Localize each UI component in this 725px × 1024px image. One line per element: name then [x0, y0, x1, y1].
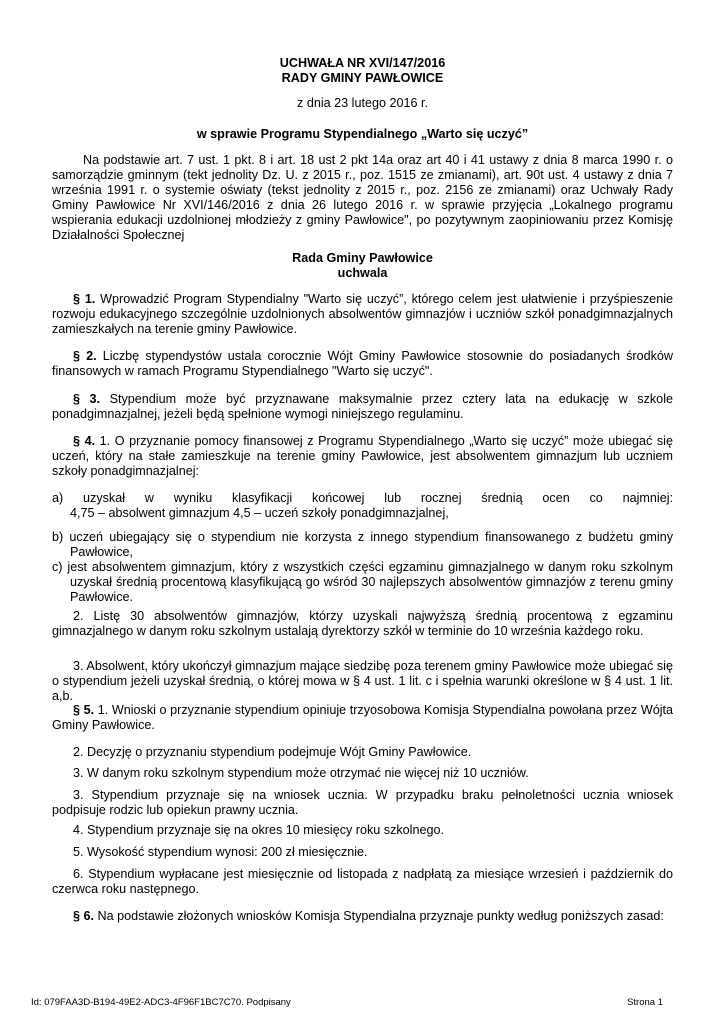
council-heading: [52, 251, 673, 281]
section-1-label: § 1.: [73, 292, 96, 306]
section-2: [52, 349, 673, 379]
section-5-paragraph-6: 5. Wysokość stypendium wynosi: 200 zł miesięcznie.: [73, 845, 368, 859]
section-1-text: Wprowadzić Program Stypendialny "Warto się uczyć”, którego celem jest ułatwienie i przyśpieszenie rozwoju edukacyjnego szczególnie uzdolnionych absolwentów gimnazjów i uczniów szkół ponadgimnazjalnych zamieszkałych na terenie gminy Pawłowice.: [52, 292, 673, 336]
section-5-label: § 5.: [73, 703, 95, 717]
item-c-line1: jest absolwentem gimnazjum, który z wszystkich części egzaminu gimnazjalnego w danym roku szkolnym: [67, 560, 673, 574]
section-1: [52, 292, 673, 337]
section-4-p1-text: 1. O przyznanie pomocy finansowej z Programu Stypendialnego „Warto się uczyć” może ubiegać się uczeń, który na stałe zamieszkuje na terenie gminy Pawłowice, jest absolwentem gimnazjum lub uczniem szkoły ponadgimnazjalnej:: [52, 434, 673, 478]
section-5-paragraph-3: 3. W danym roku szkolnym stypendium może otrzymać nie więcej niż 10 uczniów.: [73, 766, 529, 780]
resolution-date: z dnia 23 lutego 2016 r.: [297, 96, 428, 110]
section-5-p1-text: 1. Wnioski o przyznanie stypendium opiniuje trzyosobowa Komisja Stypendialna powołana przez Wójta Gminy Pawłowice.: [52, 703, 674, 732]
section-2-text: Liczbę stypendystów ustala corocznie Wójt Gminy Pawłowice stosownie do posiadanych środków finansowych w ramach Programu Stypendialnego "Warto się uczyć".: [52, 349, 673, 378]
section-2-label: § 2.: [73, 349, 97, 363]
legal-basis-preamble: Na podstawie art. 7 ust. 1 pkt. 8 i art. 18 ust 2 pkt 14a oraz art 40 i 41 ustawy z dnia 8 marca 1990 r. o samorządzie gminnym (tekt jednolity Dz. U. z 2015 r., poz. 1515 ze zmianami), art. 90t ust. 4 ustawy z dnia 7 września 1991 r. o systemie oświaty (tekst jednolity z 2015 r., poz. 2156 ze zmianami) oraz Uchwały Rady Gminy Pawłowice Nr XVI/146/2016 z dnia 26 lutego 2016 r. w sprawie przyjęcia „Lokalnego programu wspierania edukacji uzdolnionej młodzieży z gminy Pawłowice", po pozytywnym zaopiniowaniu przez Komisję Działalności Społecznej: [52, 153, 673, 242]
page-footer: [31, 995, 663, 1010]
section-5-paragraph-1: [52, 703, 673, 733]
section-6-label: § 6.: [73, 909, 95, 923]
item-b-line1: uczeń ubiegający się o stypendium nie korzysta z innego stypendium finansowanego z budżetu gminy: [69, 530, 673, 544]
item-b-label: b): [52, 530, 64, 544]
resolution-title: [52, 56, 673, 86]
page-number: Strona 1: [627, 997, 663, 1008]
section-3: [52, 392, 673, 422]
item-c-rest: uzyskał średnią procentową klasyfikującą go wśród 30 najlepszych absolwentów gimnazjów z terenu gminy Pawłowice.: [70, 575, 673, 604]
section-4-paragraph-3: 3. Absolwent, który ukończył gimnazjum mające siedzibę poza terenem gminy Pawłowice może ubiegać się o stypendium jeżeli uzyskał średnią, o której mowa w § 4 ust. 1 lit. c i spełnia warunki określone w § 4 ust. 1 lit. a,b.: [52, 659, 673, 703]
section-5-paragraph-5: 4. Stypendium przyznaje się na okres 10 miesięcy roku szkolnego.: [73, 823, 444, 837]
section-3-text: Stypendium może być przyznawane maksymalnie przez cztery lata na edukację w szkole ponadgimnazjalnej, jeżeli będą spełnione wymogi niniejszego regulaminu.: [52, 392, 673, 421]
section-6-text: Na podstawie złożonych wniosków Komisja Stypendialna przyznaje punkty według poniższych zasad:: [97, 909, 664, 923]
item-a-line1: uzyskał w wyniku klasyfikacji końcowej lub rocznej średnią ocen co najmniej:: [83, 491, 674, 505]
item-a-rest: 4,75 – absolwent gimnazjum 4,5 – uczeń szkoły ponadgimnazjalnej,: [70, 506, 449, 520]
item-b-rest: Pawłowice,: [70, 545, 133, 559]
section-5-paragraph-4: 3. Stypendium przyznaje się na wniosek ucznia. W przypadku braku pełnoletności ucznia wniosek podpisuje rodzic lub opiekun prawny ucznia.: [52, 788, 673, 817]
item-a-label: a): [52, 491, 64, 505]
section-4-paragraph-1: [52, 434, 673, 479]
document-id: Id: 079FAA3D-B194-49E2-ADC3-4F96F1BC7C70. Podpisany: [31, 997, 291, 1008]
council-name: Rada Gminy Pawłowice: [292, 251, 433, 265]
item-c-label: c): [52, 560, 63, 574]
council-resolves: uchwala: [337, 266, 388, 280]
title-line-2: RADY GMINY PAWŁOWICE: [281, 71, 444, 85]
resolution-subject: w sprawie Programu Stypendialnego „Warto się uczyć”: [196, 127, 529, 141]
section-4-item-b: [52, 530, 673, 560]
section-4-item-a: [52, 491, 673, 521]
section-3-label: § 3.: [73, 392, 101, 406]
section-5-paragraph-2: 2. Decyzję o przyznaniu stypendium podejmuje Wójt Gminy Pawłowice.: [73, 745, 472, 759]
section-4-item-c: [52, 560, 673, 605]
section-5-paragraph-7: 6. Stypendium wypłacane jest miesięcznie od listopada z nadpłatą za miesiące wrzesień i październik do czerwca roku następnego.: [52, 867, 673, 896]
section-4-label: § 4.: [73, 434, 96, 448]
section-6: [52, 909, 673, 924]
title-line-1: UCHWAŁA NR XVI/147/2016: [279, 56, 446, 70]
section-4-paragraph-2: 2. Listę 30 absolwentów gimnazjów, którzy uzyskali najwyższą średnią procentową z egzaminu gimnazjalnego w danym roku szkolnym ustalają dyrektorzy szkół w terminie do 10 września każdego roku.: [52, 609, 673, 638]
